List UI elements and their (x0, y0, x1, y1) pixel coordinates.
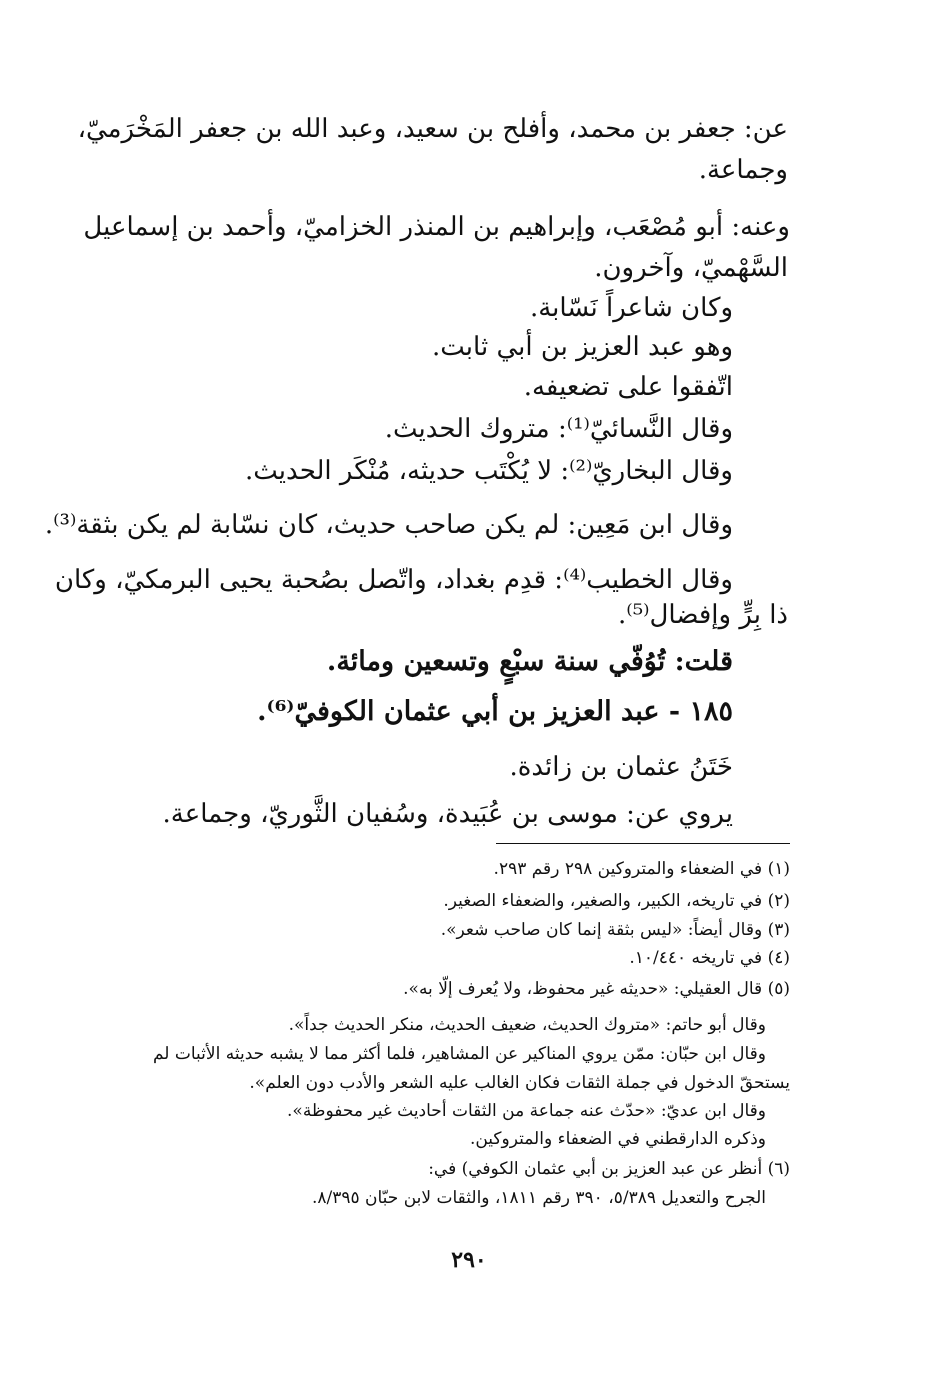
page-number: ٢٩٠ (451, 1247, 487, 1273)
body-line-1: عن: جعفر بن محمد، وأفلح بن سعيد، وعبد الله بن جعفر المَخْرَميّ، (77, 114, 788, 144)
footnote-5-line-6: وذكره الدارقطني في الضعفاء والمتروكين. (469, 1129, 766, 1149)
footnote-5-line-2: وقال أبو حاتم: «متروك الحديث، ضعيف الحديث، منكر الحديث جداً». (288, 1015, 766, 1035)
body-line-11: وقال الخطيب⁽⁴⁾: قدِم بغداد، واتّصل بصُحبة يحيى البرمكيّ، وكان (54, 565, 733, 595)
footnote-2: (٢) في تاريخه، الكبير، والصغير، والضعفاء الصغير. (443, 891, 790, 911)
footnote-3: (٣) وقال أيضاً: «ليس بثقة إنما كان صاحب شعر». (440, 920, 790, 940)
footnote-6: (٦) أنظر عن عبد العزيز بن أبي عثمان الكوفي) في: (428, 1159, 790, 1179)
body-line-7: اتّفقوا على تضعيفه. (523, 372, 733, 402)
body-line-4: السَّهْميّ، وآخرون. (594, 253, 788, 283)
footnote-6-line-2: الجرح والتعديل ٥/٣٨٩، ٣٩٠ رقم ١٨١١، والثقات لابن حبّان ٨/٣٩٥. (311, 1188, 766, 1208)
body-line-2: وجماعة. (698, 155, 788, 185)
footnote-separator (496, 843, 790, 844)
body-line-10: وقال ابن مَعِين: لم يكن صاحب حديث، كان نسّابة لم يكن بثقة⁽³⁾. (44, 510, 733, 540)
body-line-6: وهو عبد العزيز بن أبي ثابت. (432, 332, 733, 362)
body-line-15: خَتَنُ عثمان بن زائدة. (509, 752, 733, 782)
body-line-3: وعنه: أبو مُصْعَب، وإبراهيم بن المنذر الخزاميّ، وأحمد بن إسماعيل (83, 212, 790, 242)
body-line-5: وكان شاعراً نَسّابة. (529, 293, 733, 323)
body-line-8: وقال النَّسائيّ⁽¹⁾: متروك الحديث. (384, 414, 733, 444)
footnote-1: (١) في الضعفاء والمتروكين ٢٩٨ رقم ٢٩٣. (493, 859, 790, 879)
body-line-12: ذا بِرٍّ وإفضال⁽⁵⁾. (618, 600, 788, 630)
footnote-5-line-3: وقال ابن حبّان: ممّن يروي المناكير عن المشاهير، فلما أكثر مما لا يشبه حديثه الأثبات لم (152, 1044, 766, 1064)
footnote-5: (٥) قال العقيلي: «حديثه غير محفوظ، ولا يُعرف إلّا به». (403, 979, 790, 999)
body-line-13: قلت: تُوُفّي سنة سبْعٍ وتسعين ومائة. (326, 646, 733, 677)
entry-heading: ١٨٥ - عبد العزيز بن أبي عثمان الكوفيّ⁽⁶⁾. (257, 696, 733, 727)
body-line-16: يروي عن: موسى بن عُبَيدة، وسُفيان الثَّوريّ، وجماعة. (162, 799, 733, 829)
footnote-5-line-4: يستحقّ الدخول في جملة الثقات فكان الغالب عليه الشعر والأدب دون العلم». (249, 1073, 790, 1093)
body-line-9: وقال البخاريّ⁽²⁾: لا يُكْتَب حديثه، مُنْكَر الحديث. (245, 456, 733, 486)
footnote-4: (٤) في تاريخه ١٠/٤٤٠. (629, 948, 790, 968)
footnote-5-line-5: وقال ابن عديّ: «حدّث عنه جماعة من الثقات أحاديث غير محفوظة». (287, 1101, 766, 1121)
